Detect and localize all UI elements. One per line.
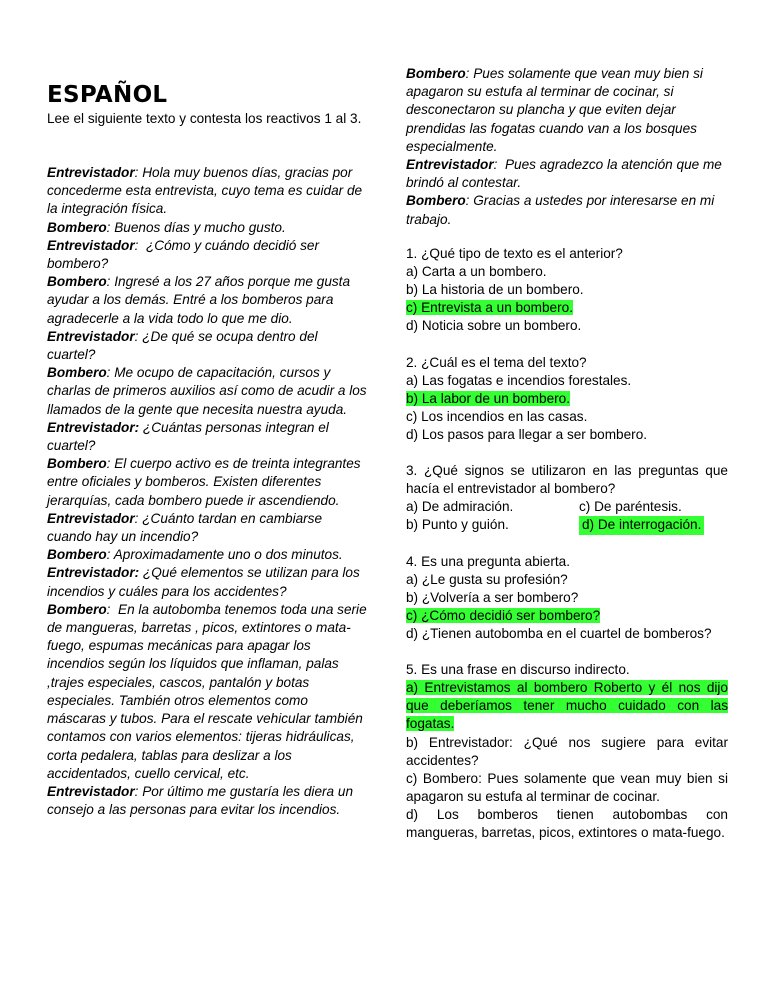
page-title: ESPAÑOL <box>47 82 168 108</box>
dialog-text: Hola muy buenos días, gracias por concederme esta entrevista, cuyo tema es cuidar de la integración física. <box>47 165 366 217</box>
dialog-text: Buenos días y mucho gusto. <box>110 219 286 235</box>
question-stem: 3. ¿Qué signos se utilizaron en las preguntas que hacía el entrevistador al bombero? <box>406 463 728 497</box>
dialog-line <box>47 546 369 564</box>
dialog-line <box>47 164 369 219</box>
option-d: d) Noticia sobre un bombero. <box>406 318 582 334</box>
question-5 <box>406 661 728 842</box>
interview-left-column <box>47 164 369 819</box>
speaker-separator: : <box>134 783 139 799</box>
interview-right-column <box>406 65 728 229</box>
dialog-line <box>47 419 369 455</box>
option-b: b) Entrevistador: ¿Qué nos sugiere para evitar accidentes? <box>406 734 728 768</box>
speaker-separator: : <box>134 237 139 253</box>
speaker-separator: : <box>106 547 111 563</box>
question-1 <box>406 245 728 335</box>
option-a-correct: a) Entrevistamos al bombero Roberto y él nos dijo que deberíamos tener mucho cuidado con las fogatas. <box>406 680 728 732</box>
speaker-separator: : <box>106 365 111 381</box>
option-a: a) Carta a un bombero. <box>406 264 547 280</box>
dialog-text: Me ocupo de capacitación, cursos y charlas de primeros auxilios así como de acudir a los llamados de la gente que necesita nuestra ayuda. <box>47 365 371 417</box>
option-c: c) Los incendios en las casas. <box>406 408 588 424</box>
question-stem: 5. Es una frase en discurso indirecto. <box>406 662 630 678</box>
option-a: a) ¿Le gusta su profesión? <box>406 571 568 587</box>
speaker-label: Entrevistador <box>47 165 135 180</box>
speaker-label: Bombero <box>406 193 466 209</box>
question-stem: 2. ¿Cuál es el tema del texto? <box>406 354 587 370</box>
dialog-line <box>406 65 728 156</box>
speaker-separator: : <box>465 66 470 81</box>
speaker-separator: : <box>465 193 470 209</box>
dialog-line <box>47 364 369 419</box>
option-b: b) Punto y guión. <box>406 517 509 533</box>
dialog-line <box>47 219 369 237</box>
dialog-text: Por último me gustaría les diera un consejo a las personas para evitar los incendios. <box>47 783 357 818</box>
speaker-separator: : <box>134 510 139 526</box>
speaker-label: Entrevistador: <box>47 565 140 581</box>
speaker-label: Bombero <box>47 219 107 235</box>
dialog-line <box>47 564 369 600</box>
option-a: a) Las fogatas e incendios forestales. <box>406 372 632 388</box>
question-stem: 1. ¿Qué tipo de texto es el anterior? <box>406 246 623 261</box>
speaker-label: Entrevistador <box>47 328 135 344</box>
dialog-line <box>47 783 369 819</box>
dialog-line <box>406 192 728 228</box>
options-row-2 <box>406 516 728 534</box>
speaker-separator: : <box>493 157 498 173</box>
option-d: d) Los bomberos tienen autobombas con mangueras, barretas, picos, extintores o mata-fuego. <box>406 806 728 840</box>
speaker-label: Entrevistador <box>406 157 494 173</box>
question-4 <box>406 553 728 643</box>
question-stem: 4. Es una pregunta abierta. <box>406 553 570 569</box>
question-2 <box>406 354 728 444</box>
option-c: c) De paréntesis. <box>579 499 682 515</box>
speaker-separator: : <box>134 165 139 180</box>
speaker-label: Bombero <box>406 66 466 81</box>
dialog-line <box>47 328 369 364</box>
option-d-correct: d) De interrogación. <box>579 516 704 534</box>
option-a: a) De admiración. <box>406 499 514 515</box>
dialog-text: Gracias a ustedes por interesarse en mi trabajo. <box>406 193 719 227</box>
dialog-text: ¿De qué se ocupa dentro del cuartel? <box>47 328 322 363</box>
option-b: b) ¿Volvería a ser bombero? <box>406 589 579 605</box>
options-row-1 <box>406 498 728 516</box>
speaker-label: Bombero <box>47 456 107 472</box>
speaker-label: Entrevistador <box>47 237 135 253</box>
dialog-text: Pues solamente que vean muy bien si apagaron su estufa al terminar de cocinar, si desconectaron su plancha y que eviten dejar prendidas las fogatas cuando van a los bosques especialmente. <box>406 66 707 154</box>
instructions: Lee el siguiente texto y contesta los reactivos 1 al 3. <box>47 111 362 126</box>
dialog-text: ¿Cuánto tardan en cambiarse cuando hay un incendio? <box>47 510 326 545</box>
dialog-text: Aproximadamente uno o dos minutos. <box>110 547 343 563</box>
option-d: d) ¿Tienen autobomba en el cuartel de bomberos? <box>406 625 712 641</box>
speaker-separator: : <box>134 328 139 344</box>
option-c-correct: c) ¿Cómo decidió ser bombero? <box>406 607 601 623</box>
dialog-text: ¿Qué elementos se utilizan para los incendios y cuáles para los accidentes? <box>47 565 364 599</box>
option-c: c) Bombero: Pues solamente que vean muy bien si apagaron su estufa al terminar de cocinar. <box>406 770 728 804</box>
speaker-label: Bombero <box>47 274 107 290</box>
dialog-line <box>47 510 369 546</box>
dialog-line <box>406 156 728 192</box>
speaker-label: Entrevistador <box>47 783 135 799</box>
speaker-label: Bombero <box>47 365 107 381</box>
speaker-separator: : <box>106 274 111 290</box>
dialog-line <box>47 601 369 783</box>
speaker-separator: : <box>106 219 111 235</box>
speaker-separator: : <box>106 456 111 472</box>
dialog-text: Ingresé a los 27 años porque me gusta ayudar a los demás. Entré a los bomberos para agradecerle a la vida todo lo que me dio. <box>47 274 354 326</box>
dialog-line <box>47 273 369 328</box>
option-b: b) La historia de un bombero. <box>406 282 584 298</box>
option-d: d) Los pasos para llegar a ser bombero. <box>406 426 648 442</box>
dialog-line <box>47 237 369 273</box>
speaker-label: Bombero <box>47 601 107 617</box>
option-c-correct: c) Entrevista a un bombero. <box>406 300 573 316</box>
speaker-label: Entrevistador <box>47 510 135 526</box>
dialog-text: ¿Cuántas personas integran el cuartel? <box>47 419 333 454</box>
dialog-text: ¿Cómo y cuándo decidió ser bombero? <box>47 237 323 272</box>
speaker-label: Bombero <box>47 547 107 563</box>
speaker-separator: : <box>106 601 111 617</box>
dialog-line <box>47 455 369 510</box>
dialog-text: En la autobomba tenemos toda una serie de mangueras, barretas , picos, extintores o mata- fuego, espumas mecánicas para apagar los incendios según los líquidos que inflaman, palas ,trajes especiales, cascos, pantalón y botas especiales. También otros elementos como máscaras y tubos. Para el rescate vehicular también contamos con varios elementos: tijeras hidráulicas, corta pedalera, tablas para deslizar a los accidentados, cuello cervical, etc. <box>47 601 371 781</box>
option-b-correct: b) La labor de un bombero. <box>406 390 570 406</box>
questions-section <box>406 245 728 860</box>
dialog-text: Pues agradezco la atención que me brindó al contestar. <box>406 157 726 191</box>
question-3 <box>406 462 728 534</box>
speaker-label: Entrevistador: <box>47 419 140 435</box>
dialog-text: El cuerpo activo es de treinta integrantes entre oficiales y bomberos. Existen diferentes jerarquías, cada bombero puede ir ascendiendo. <box>47 456 365 508</box>
